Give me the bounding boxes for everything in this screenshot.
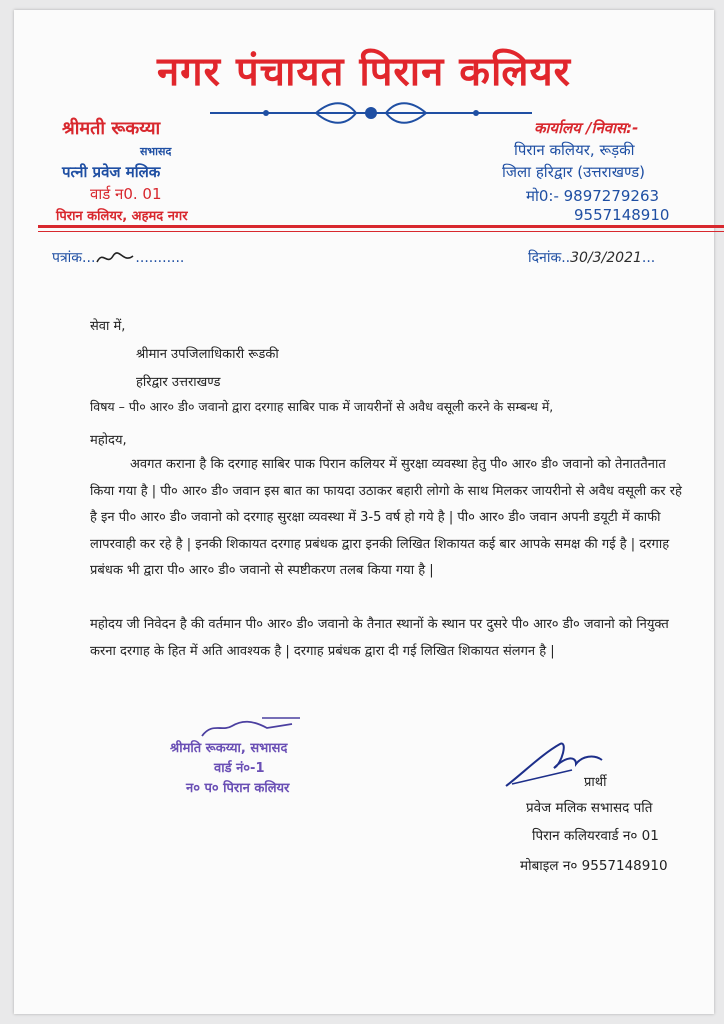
date-dots: ... xyxy=(641,250,656,266)
ward-number: वार्ड न0. 01 xyxy=(90,185,162,203)
office-phone-1: मो0:- 9897279263 xyxy=(526,187,660,205)
stamp-line-3: न० प० पिरान कलियर xyxy=(186,781,290,796)
subject-line: विषय – पी० आर० डी० जवानो द्वारा दरगाह साबिर पाक में जायरीनों से अवैध वसूली करने के सम्बन्ध में, xyxy=(90,399,554,414)
date-line xyxy=(528,248,655,267)
office-line-1: पिरान कलियर, रूड़की xyxy=(514,141,635,159)
applicant-ward: पिरान कलियरवार्ड न० 01 xyxy=(532,828,659,844)
councillor-address: पिरान कलियर, अहमद नगर xyxy=(56,209,188,224)
letterhead-title: नगर पंचायत पिरान कलियर xyxy=(156,49,572,95)
recipient-line-2: हरिद्वार उत्तराखण्ड xyxy=(136,375,221,390)
applicant-mobile: मोबाइल न० 9557148910 xyxy=(520,858,668,874)
councillor-spouse: पत्नी प्रवेज मलिक xyxy=(62,163,161,181)
applicant-label: प्रार्थी xyxy=(584,775,607,790)
greeting: महोदय, xyxy=(90,433,127,448)
stamp-line-1: श्रीमति रूकय्या, सभासद xyxy=(170,741,288,756)
ornament-divider xyxy=(206,102,536,124)
stamp-line-2: वार्ड नं०-1 xyxy=(214,761,265,776)
reference-line xyxy=(52,248,184,267)
councillor-name: श्रीमती रूकय्या xyxy=(62,118,161,139)
recipient-line-1: श्रीमान उपजिलाधिकारी रूडकी xyxy=(136,347,279,362)
date-label: दिनांक.. xyxy=(528,250,571,266)
office-line-2: जिला हरिद्वार (उत्तराखण्ड) xyxy=(502,163,645,181)
salutation: सेवा में, xyxy=(90,319,126,334)
letter-sheet xyxy=(14,10,714,1014)
office-phone-2: 9557148910 xyxy=(574,206,670,224)
reference-dots: ........... xyxy=(135,250,185,266)
office-label: कार्यालय /निवास:- xyxy=(534,119,639,137)
body-paragraph-1: अवगत कराना है कि दरगाह साबिर पाक पिरान कलियर में सुरक्षा व्यवस्था हेतु पी० आर० डी० जवानो को तेनाततैनात किया गया है | पी० आर० डी० जवान इस बात का फायदा उठाकर बहारी लोगो के साथ मिलकर जायरीनो से अवैध वसूली कर रहे है इन पी० आर० डी० जवानो को दरगाह सुरक्षा व्यवस्था में 3-5 वर्ष हो गये है | पी० आर० डी० जवान अपनी डयूटी में काफी लापरवाही कर रहे है | इनकी शिकायत दरगाह प्रबंधक द्वारा इनकी लिखित शिकायत कई बार आपके समक्ष की गई है | दरगाह प्रबंधक भी द्वारा पी० आर० डी० जवानो से स्पष्टीकरण तलब किया गया है | xyxy=(90,457,682,578)
header-rule-top xyxy=(38,225,724,228)
reference-label: पत्रांक... xyxy=(52,250,96,266)
date-value: 30/3/2021 xyxy=(570,250,642,266)
applicant-name: प्रवेज मलिक सभासद पति xyxy=(526,800,653,816)
header-rule-bottom xyxy=(38,231,724,232)
body-paragraph-2: महोदय जी निवेदन है की वर्तमान पी० आर० डी० जवानो के तैनात स्थानों के स्थान पर दुसरे पी० आर० डी० जवानो को नियुक्त करना दरगाह के हित में अति आवश्यक है | दरगाह प्रबंधक द्वारा दी गई लिखित शिकायत संलगन है | xyxy=(90,617,669,659)
councillor-role: सभासद xyxy=(140,145,172,158)
reference-handwriting-icon xyxy=(95,250,135,266)
